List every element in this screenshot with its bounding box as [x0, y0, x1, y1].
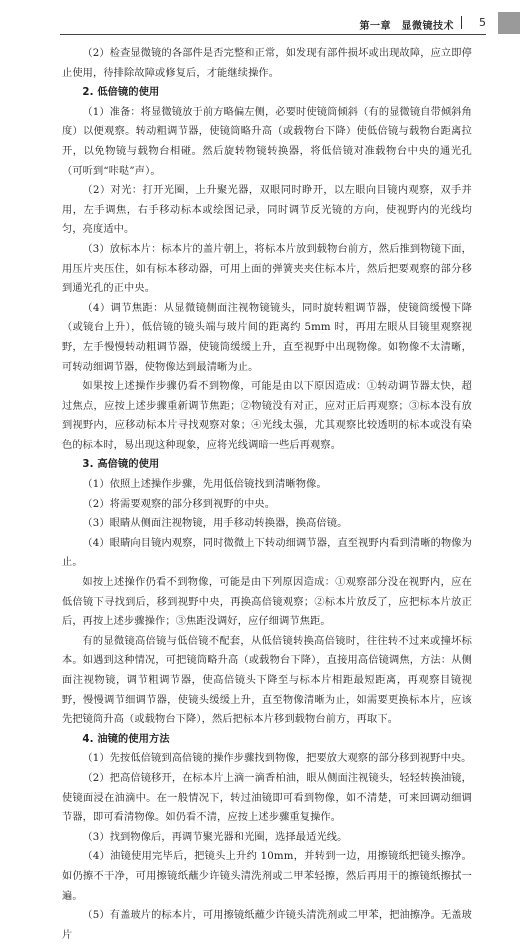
chapter-title: 第一章 显微镜技术 [359, 21, 454, 32]
body-paragraph: （3）眼睛从侧面注视物镜，用手移动转换器，换高倍镜。 [82, 518, 348, 530]
body-paragraph: （2）对光：打开光圈，上升聚光器，双眼同时睁开，以左眼向目镜内观察，双手并用，左手调焦，右手移动标本或绘图记录，同时调节反光镜的方向，使视野内的光线均匀，亮度适中。 [62, 185, 472, 236]
body-paragraph: （4）眼睛向目镜内观察，同时微微上下转动细调节器，直至视野内看到清晰的物像为止。 [62, 537, 472, 569]
body-paragraph: 如按上述操作仍看不到物像，可能是由下列原因造成：①观察部分没在视野内，应在低倍镜下寻找到后，移到视野中央，再换高倍镜观察；②标本片放反了，应把标本片放正后，再按上述步骤操作；③焦距没调好，应仔细调节焦距。 [62, 577, 472, 628]
body-paragraph: （3）放标本片：标本片的盖片朝上，将标本片放到载物台前方，然后推到物镜下面，用压片夹压住，如有标本移动器，可用上面的弹簧夹夹住标本片，然后把要观察的部分移到通光孔的正中央。 [62, 243, 472, 295]
body-paragraph: （1）依照上述操作步骤，先用低倍镜找到清晰物像。 [82, 479, 327, 491]
section-heading: 3. 高倍镜的使用 [82, 459, 160, 471]
body-paragraph: 如果按上述操作步骤仍看不到物像，可能是由以下原因造成：①转动调节器太快，超过焦点，应按上述步骤重新调节焦距；②物镜没有对正，应对正后再观察；③标本没有放到视野内，应移动标本片寻找观察对象；④光线太强，尤其观察比较透明的标本或没有染色的标本时，易出现这种现象，应将光线调暗一些后再观察。 [62, 381, 472, 451]
section-heading: 2. 低倍镜的使用 [82, 87, 160, 99]
header-tab-marker [498, 12, 520, 34]
body-paragraph: （3）找到物像后，再调节聚光器和光圈，选择最适光线。 [82, 831, 348, 843]
header-rule [60, 34, 486, 35]
body-paragraph: （5）有盖玻片的标本片，可用擦镜纸蘸少许镜头清洗剂或二甲苯，把油擦净。无盖玻片 [62, 910, 472, 941]
page-header [0, 0, 520, 38]
body-paragraph: （1）先按低倍镜到高倍镜的操作步骤找到物像，把要放大观察的部分移到视野中央。 [82, 753, 472, 765]
body-paragraph: （2）把高倍镜移开，在标本片上滴一滴香柏油，眼从侧面注视镜头，轻轻转换油镜，使镜面浸在油滴中。在一般情况下，转过油镜即可看到物像，如不清楚，可来回调动细调节器，即可看清物像。如仍看不清，应按上述步骤重复操作。 [62, 772, 472, 824]
body-paragraph: 有的显微镜高倍镜与低倍镜不配套，从低倍镜转换高倍镜时，往往转不过来或撞坏标本。如遇到这种情况，可把镜筒略升高（或载物台下降），直接用高倍镜调焦，方法：从侧面注视物镜，调节粗调节器，使高倍镜头下降至与标本片相距最短距离，再观察目镜视野，慢慢调节细调节器，使镜头缓缓上升，直至物像清晰为止，如需要更换标本片，应该先把镜筒升高（或载物台下降），然后把标本片移到载物台前方，再取下。 [62, 635, 472, 726]
body-paragraph: （4）调节焦距：从显微镜侧面注视物镜镜头，同时旋转粗调节器，使镜筒缓慢下降（或镜台上升），低倍镜的镜头端与玻片间的距离约 5mm 时，再用左眼从目镜里观察视野，左手慢慢转动粗调节器，使镜筒缓缓上升，直至视野中出现物像。如物像不太清晰，可转动细调节器，使物像达到最清晰为止。 [62, 302, 472, 373]
body-paragraph: （1）准备：将显微镜放于前方略偏左侧，必要时使镜筒倾斜（有的显微镜自带倾斜角度）以便观察。转动粗调节器，使镜筒略升高（或载物台下降）使低倍镜与载物台距离拉开，以免物镜与载物台相碰。然后旋转物镜转换器，将低倍镜对准载物台中央的通光孔（可听到“咔哒”声）。 [62, 106, 472, 177]
body-paragraph: （2）将需要观察的部分移到视野的中央。 [82, 498, 276, 510]
body-paragraph: （4）油镜使用完毕后，把镜头上升约 10mm，并转到一边，用擦镜纸把镜头擦净。如仍擦不干净，可用擦镜纸蘸少许镜头清洗剂或二甲苯轻擦，然后再用干的擦镜纸擦拭一遍。 [62, 851, 472, 902]
header-separator [461, 16, 462, 29]
body-paragraph: （2）检查显微镜的各部件是否完整和正常，如发现有部件损坏或出现故障，应立即停止使用，待排除故障或修复后，才能继续操作。 [62, 48, 472, 79]
page-number: 5 [479, 16, 486, 29]
section-heading: 4. 油镜的使用方法 [82, 733, 170, 745]
page-body [62, 44, 472, 945]
